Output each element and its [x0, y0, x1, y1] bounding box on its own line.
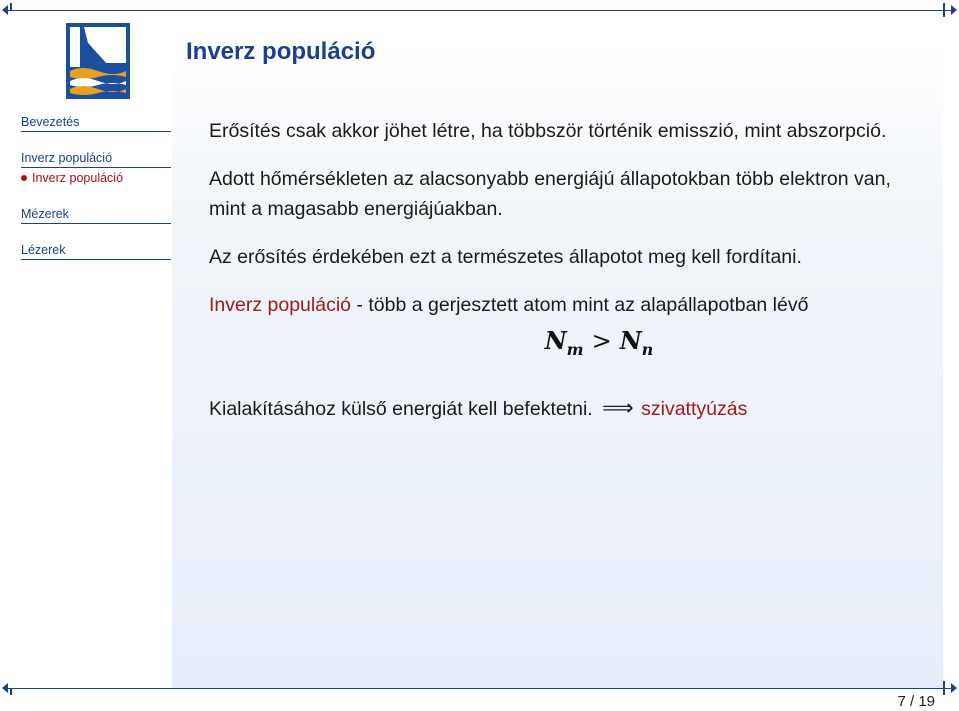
slide-body	[209, 116, 909, 442]
sidebar-item-label: Inverz populáció	[32, 171, 124, 185]
formula	[209, 326, 909, 365]
formula-rhs-sub: n	[641, 339, 654, 359]
formula-rhs: N	[619, 326, 642, 355]
slide-title: Inverz populáció	[186, 38, 376, 65]
sidebar-nav	[21, 115, 171, 260]
implies-arrow-icon: ⟹	[602, 394, 632, 420]
sidebar-subitem-inverz-populacio[interactable]	[21, 171, 171, 187]
sidebar-item-label: Mézerek	[21, 207, 69, 221]
bottom-right-tick	[943, 681, 945, 695]
sidebar-item-bevezetes[interactable]	[21, 115, 171, 132]
sidebar-item-mezerek[interactable]	[21, 207, 171, 224]
paragraph-5-text: Kialakításához külső energiát kell befektetni.	[209, 397, 593, 420]
formula-lhs: N	[544, 326, 567, 355]
page-number: 7 / 19	[897, 693, 935, 710]
paragraph-3: Az erősítés érdekében ezt a természetes állapotot meg kell fordítani.	[209, 246, 802, 268]
formula-lhs-sub: m	[566, 339, 584, 359]
sidebar	[10, 11, 172, 688]
bottom-right-arrow	[951, 683, 957, 693]
sidebar-item-label: Lézerek	[21, 243, 66, 257]
paragraph-1: Erősítés csak akkor jöhet létre, ha többször történik emisszió, mint abszorpció.	[209, 120, 887, 142]
sidebar-item-lezerek[interactable]	[21, 243, 171, 260]
sidebar-item-label: Inverz populáció	[21, 151, 113, 165]
sidebar-item-inverz-populacio[interactable]	[21, 151, 171, 168]
current-section-dot-icon	[21, 175, 27, 181]
slide-content	[172, 11, 943, 688]
paragraph-2: Adott hőmérsékleten az alacsonyabb energiájú állapotokban több elektron van, mint a magasabb energiájúakban.	[209, 168, 891, 220]
bottom-left-arrow	[2, 683, 8, 693]
university-logo-icon	[66, 23, 130, 99]
paragraph-5	[209, 393, 909, 424]
bottom-crop-line	[8, 688, 951, 689]
paragraph-4-text: - több a gerjesztett atom mint az alapállapotban lévő	[351, 294, 809, 316]
sidebar-item-label: Bevezetés	[21, 115, 80, 129]
paragraph-4	[209, 290, 909, 320]
top-right-tick	[943, 3, 945, 17]
top-right-arrow	[951, 5, 957, 15]
term-inverz-populacio: Inverz populáció	[209, 294, 352, 316]
top-left-arrow	[2, 5, 8, 15]
term-szivattyuzas: szivattyúzás	[641, 397, 748, 420]
formula-operator: >	[591, 327, 612, 355]
